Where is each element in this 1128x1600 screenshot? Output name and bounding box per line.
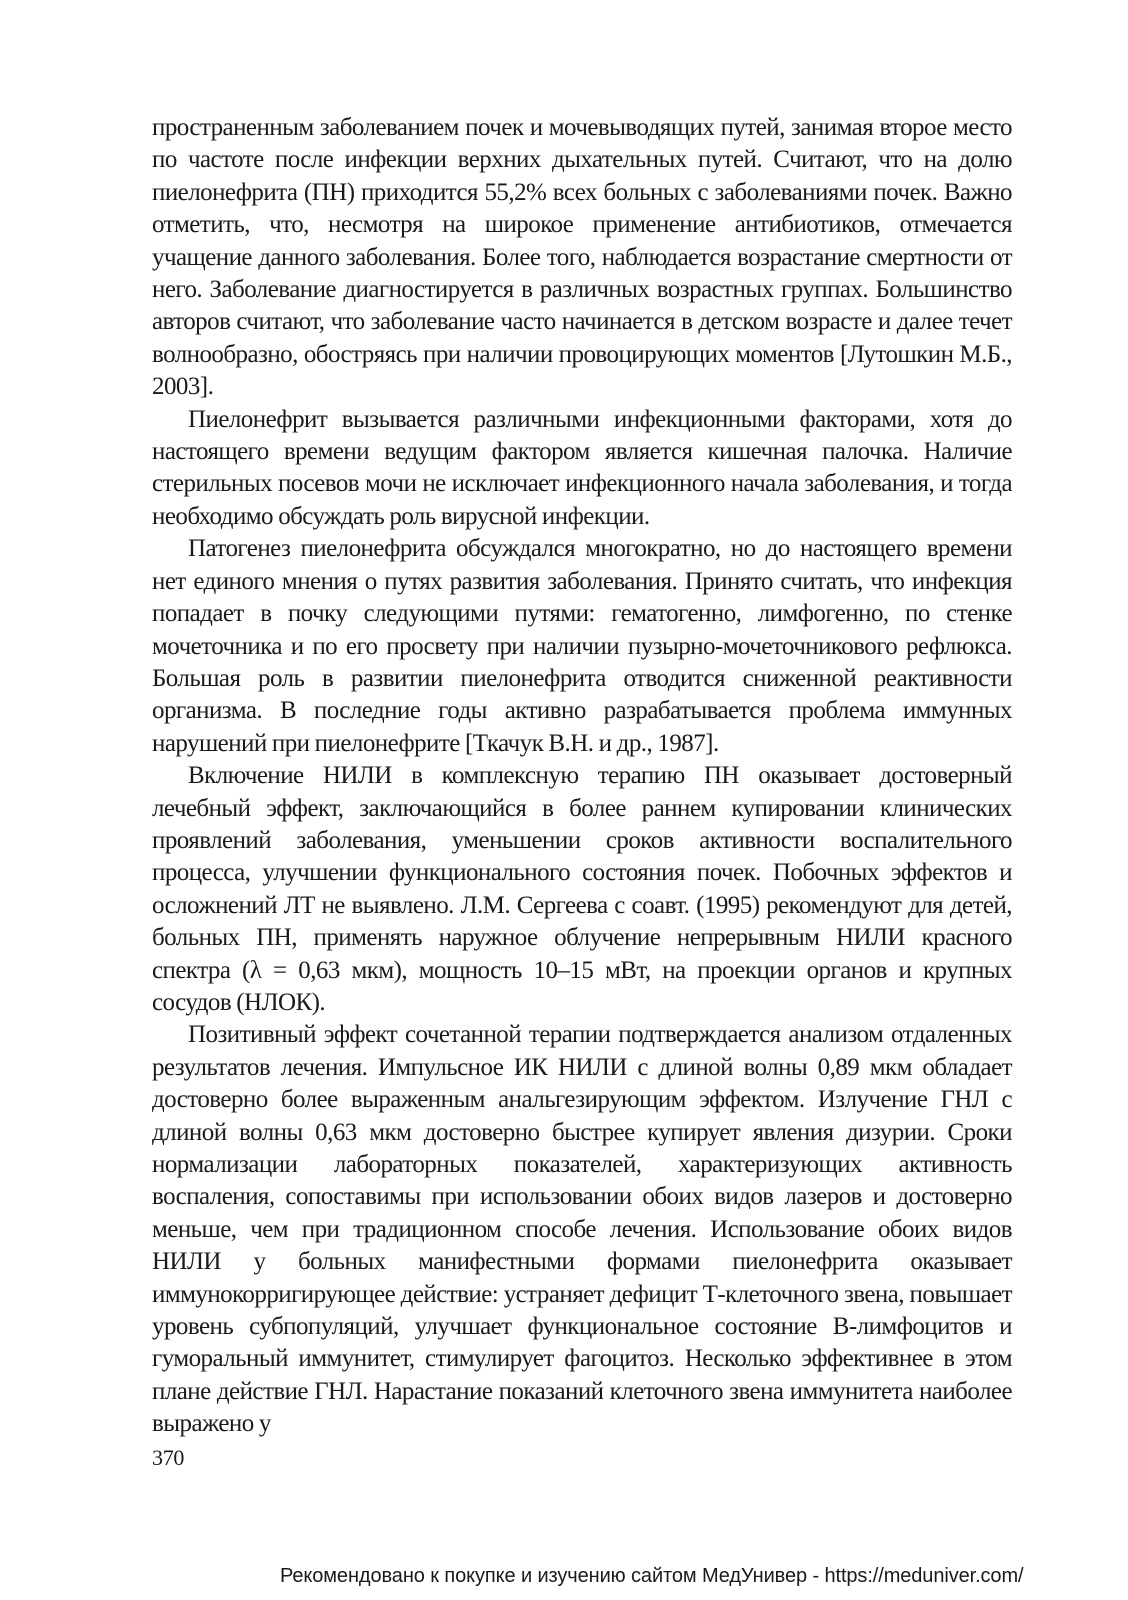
page-body [152,112,1012,1441]
footer-watermark: Рекомендовано к покупке и изучению сайтом МедУнивер - https://meduniver.com/ [280,1565,1024,1587]
paragraph-3: Патогенез пиелонефрита обсуждался многократно, но до настоящего времени нет единого мнения о путях развития заболевания. Принято считать, что инфекция попадает в почку следующими путями: гематогенно, лимфогенно, по стенке мочеточника и по его просвету при наличии пузырно-мочеточникового рефлюкса. Большая роль в развитии пиелонефрита отводится сниженной реактивности организма. В последние годы активно разрабатывается проблема иммунных нарушений при пиелонефрите [Ткачук В.Н. и др., 1987]. [152,535,1012,757]
page-number: 370 [152,1445,185,1470]
paragraph-4: Включение НИЛИ в комплексную терапию ПН оказывает достоверный лечебный эффект, заключающийся в более раннем купировании клинических проявлений заболевания, уменьшении сроков активности воспалительного процесса, улучшении функционального состояния почек. Побочных эффектов и осложнений ЛТ не выявлено. Л.М. Сергеева с соавт. (1995) рекомендуют для детей, больных ПН, применять наружное облучение непрерывным НИЛИ красного спектра (λ = 0,63 мкм), мощность 10–15 мВт, на проекции органов и крупных сосудов (НЛОК). [152,762,1012,1016]
paragraph-1: пространенным заболеванием почек и мочевыводящих путей, занимая второе место по частоте после инфекции верхних дыхательных путей. Считают, что на долю пиелонефрита (ПН) приходится 55,2% всех больных с заболеваниями почек. Важно отметить, что, несмотря на широкое применение антибиотиков, отмечается учащение данного заболевания. Более того, наблюдается возрастание смертности от него. Заболевание диагностируется в различных возрастных группах. Большинство авторов считают, что заболевание часто начинается в детском возрасте и далее течет волнообразно, обостряясь при наличии провоцирующих моментов [Лутошкин М.Б., 2003]. [152,114,1012,401]
paragraph-2: Пиелонефрит вызывается различными инфекционными факторами, хотя до настоящего времени ведущим фактором является кишечная палочка. Наличие стерильных посевов мочи не исключает инфекционного начала заболевания, и тогда необходимо обсуждать роль вирусной инфекции. [152,405,1012,530]
paragraph-5: Позитивный эффект сочетанной терапии подтверждается анализом отдаленных результатов лечения. Импульсное ИК НИЛИ с длиной волны 0,89 мкм обладает достоверно более выраженным анальгезирующим эффектом. Излучение ГНЛ с длиной волны 0,63 мкм достоверно быстрее купирует явления дизурии. Сроки нормализации лабораторных показателей, характеризующих активность воспаления, сопоставимы при использовании обоих видов лазеров и достоверно меньше, чем при традиционном способе лечения. Использование обоих видов НИЛИ у больных манифестными формами пиелонефрита оказывает иммунокорригирующее действие: устраняет дефицит Т-клеточного звена, повышает уровень субпопуляций, улучшает функциональное состояние В-лимфоцитов и гуморальный иммунитет, стимулирует фагоцитоз. Несколько эффективнее в этом плане действие ГНЛ. Нарастание показаний клеточного звена иммунитета наиболее выражено у [152,1021,1012,1438]
